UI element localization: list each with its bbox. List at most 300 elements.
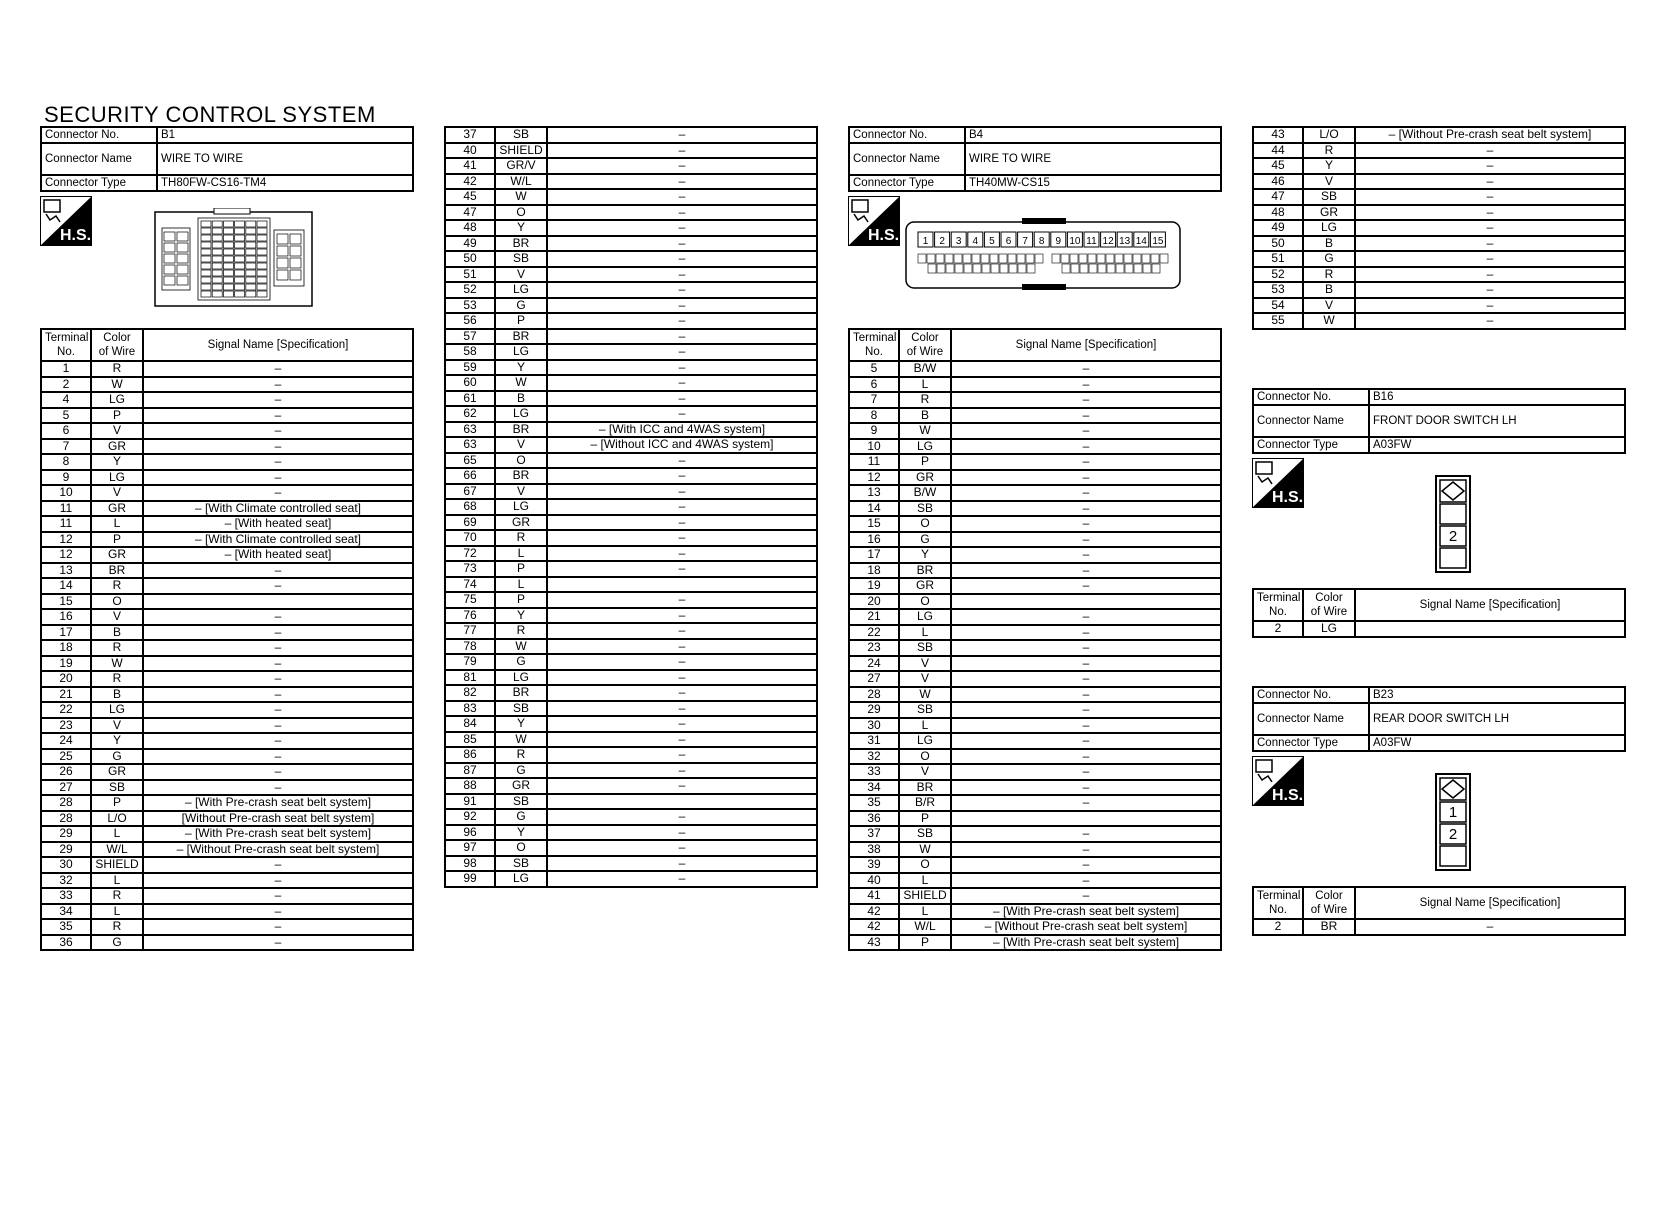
wire-color-cell: LG <box>1303 220 1355 236</box>
connector-b16-section <box>1252 388 1626 638</box>
terminal-no-cell: 14 <box>849 501 899 517</box>
signal-name-cell: – <box>951 888 1221 904</box>
terminal-row <box>445 546 817 562</box>
terminal-no-cell: 86 <box>445 747 495 763</box>
terminal-row <box>445 794 817 810</box>
terminal-row <box>849 439 1221 455</box>
wire-color-cell: W <box>91 656 143 672</box>
wire-color-cell: W <box>495 732 547 748</box>
header-color-of-wire: Color of Wire <box>91 329 143 361</box>
terminal-no-cell: 6 <box>849 377 899 393</box>
label-connector-type: Connector Type <box>849 175 965 191</box>
terminal-no-cell: 85 <box>445 732 495 748</box>
wire-color-cell: Y <box>1303 158 1355 174</box>
connector-b23-pin-1: 1 <box>1448 804 1458 821</box>
terminal-no-cell: 17 <box>41 625 91 641</box>
terminal-no-cell: 27 <box>41 780 91 796</box>
terminal-row <box>849 749 1221 765</box>
terminal-no-cell: 32 <box>41 873 91 889</box>
wire-color-cell: V <box>91 609 143 625</box>
wire-color-cell: P <box>91 795 143 811</box>
signal-name-cell: – <box>143 408 413 424</box>
connector-b4-no: B4 <box>965 127 1221 143</box>
wire-color-cell: P <box>91 408 143 424</box>
terminal-row <box>849 563 1221 579</box>
wire-color-cell: BR <box>495 236 547 252</box>
signal-name-cell: – <box>547 856 817 872</box>
wire-color-cell: BR <box>495 422 547 438</box>
terminal-row <box>849 609 1221 625</box>
signal-name-cell: – <box>143 888 413 904</box>
terminal-no-cell: 46 <box>1253 174 1303 190</box>
terminal-no-cell: 32 <box>849 749 899 765</box>
terminal-row <box>849 594 1221 610</box>
wire-color-cell: GR <box>91 439 143 455</box>
signal-name-cell: – [Without Pre-crash seat belt system] <box>951 919 1221 935</box>
terminal-row <box>849 516 1221 532</box>
signal-name-cell: – <box>143 733 413 749</box>
terminal-row <box>41 935 413 951</box>
terminal-no-cell: 43 <box>1253 127 1303 143</box>
terminal-row <box>445 530 817 546</box>
terminal-no-cell: 28 <box>849 687 899 703</box>
label-connector-type: Connector Type <box>41 175 157 191</box>
terminal-row <box>445 375 817 391</box>
terminal-no-cell: 55 <box>1253 313 1303 329</box>
terminal-row <box>41 547 413 563</box>
header-terminal-no: Terminal No. <box>1253 589 1303 621</box>
terminal-no-cell: 23 <box>41 718 91 734</box>
terminal-row <box>41 842 413 858</box>
connector-b4-pin-13: 13 <box>1119 236 1131 247</box>
wire-color-cell: L <box>91 826 143 842</box>
terminal-row <box>445 344 817 360</box>
signal-name-cell: – <box>143 485 413 501</box>
terminal-row <box>849 640 1221 656</box>
terminal-no-cell: 96 <box>445 825 495 841</box>
terminal-row <box>445 205 817 221</box>
terminal-row <box>1253 267 1625 283</box>
wire-color-cell: W <box>91 377 143 393</box>
signal-name-cell: – <box>1355 205 1625 221</box>
signal-name-cell: – <box>951 857 1221 873</box>
connector-b1-terminal-table <box>40 328 414 951</box>
signal-name-cell: – <box>951 408 1221 424</box>
terminal-row <box>849 578 1221 594</box>
signal-name-cell: – [With Pre-crash seat belt system] <box>951 904 1221 920</box>
signal-name-cell: – <box>547 546 817 562</box>
terminal-no-cell: 65 <box>445 453 495 469</box>
signal-name-cell: – <box>547 375 817 391</box>
terminal-row <box>849 842 1221 858</box>
wire-color-cell: V <box>899 764 951 780</box>
terminal-row <box>1253 205 1625 221</box>
terminal-no-cell: 20 <box>849 594 899 610</box>
terminal-row <box>849 857 1221 873</box>
wire-color-cell: LG <box>899 609 951 625</box>
terminal-row <box>41 687 413 703</box>
wire-color-cell: B <box>1303 236 1355 252</box>
terminal-no-cell: 78 <box>445 639 495 655</box>
connector-b23-name: REAR DOOR SWITCH LH <box>1369 703 1625 735</box>
terminal-no-cell: 1 <box>41 361 91 377</box>
wire-color-cell: SB <box>899 702 951 718</box>
terminal-row <box>445 282 817 298</box>
wire-color-cell: V <box>495 484 547 500</box>
wire-color-cell: L <box>899 718 951 734</box>
signal-name-cell: – <box>547 825 817 841</box>
signal-name-cell: – <box>547 313 817 329</box>
signal-name-cell: – <box>143 656 413 672</box>
wire-color-cell: Y <box>495 608 547 624</box>
terminal-no-cell: 27 <box>849 671 899 687</box>
hs-label: H.S. <box>868 227 900 244</box>
terminal-row <box>41 563 413 579</box>
terminal-row <box>445 453 817 469</box>
hs-icon <box>40 196 92 246</box>
connector-b4-terminal-table-continued <box>1252 126 1626 330</box>
connector-b16-diagram <box>1434 474 1474 574</box>
terminal-row <box>445 468 817 484</box>
signal-name-cell: – <box>1355 143 1625 159</box>
wire-color-cell: V <box>91 718 143 734</box>
header-signal-name: Signal Name [Specification] <box>1355 589 1625 621</box>
terminal-row <box>41 764 413 780</box>
terminal-row <box>1253 220 1625 236</box>
signal-name-cell: – <box>951 764 1221 780</box>
signal-name-cell <box>143 594 413 610</box>
terminal-no-cell: 51 <box>445 267 495 283</box>
connector-b16-diagram-zone <box>1252 454 1626 588</box>
terminal-no-cell: 88 <box>445 778 495 794</box>
wire-color-cell: SB <box>1303 189 1355 205</box>
terminal-no-cell: 25 <box>41 749 91 765</box>
terminal-row <box>445 329 817 345</box>
wire-color-cell: G <box>495 763 547 779</box>
terminal-row <box>41 423 413 439</box>
wire-color-cell: GR/V <box>495 158 547 174</box>
terminal-no-cell: 2 <box>41 377 91 393</box>
terminal-row <box>849 470 1221 486</box>
terminal-no-cell: 34 <box>849 780 899 796</box>
terminal-no-cell: 12 <box>41 532 91 548</box>
terminal-row <box>41 718 413 734</box>
signal-name-cell: – <box>951 563 1221 579</box>
wire-color-cell: L <box>91 516 143 532</box>
label-connector-name: Connector Name <box>41 143 157 175</box>
terminal-row <box>849 485 1221 501</box>
terminal-row <box>445 856 817 872</box>
connector-b4-terminal-table <box>848 328 1222 951</box>
terminal-row <box>849 702 1221 718</box>
wire-color-cell: L <box>899 904 951 920</box>
terminal-row <box>41 888 413 904</box>
connector-b1-continued-section <box>444 126 818 888</box>
hs-label: H.S. <box>1272 489 1304 506</box>
wire-color-cell: O <box>899 516 951 532</box>
signal-name-cell: – <box>547 530 817 546</box>
signal-name-cell: – <box>1355 220 1625 236</box>
signal-name-cell: – <box>951 702 1221 718</box>
signal-name-cell: – <box>547 189 817 205</box>
terminal-no-cell: 48 <box>1253 205 1303 221</box>
terminal-no-cell: 28 <box>41 811 91 827</box>
label-connector-no: Connector No. <box>1253 687 1369 703</box>
wire-color-cell: O <box>899 749 951 765</box>
connector-b4-pin-9: 9 <box>1055 236 1062 247</box>
wire-color-cell: V <box>91 423 143 439</box>
terminal-no-cell: 81 <box>445 670 495 686</box>
terminal-row <box>41 408 413 424</box>
signal-name-cell: – <box>143 671 413 687</box>
signal-name-cell: – <box>143 687 413 703</box>
wire-color-cell: L <box>899 377 951 393</box>
terminal-no-cell: 52 <box>1253 267 1303 283</box>
header-terminal-no: Terminal No. <box>41 329 91 361</box>
signal-name-cell: – <box>547 468 817 484</box>
connector-b4-pin-6: 6 <box>1005 236 1012 247</box>
wire-color-cell: R <box>91 361 143 377</box>
terminal-no-cell: 54 <box>1253 298 1303 314</box>
wire-color-cell: G <box>1303 251 1355 267</box>
signal-name-cell <box>547 577 817 593</box>
wire-color-cell: R <box>91 578 143 594</box>
terminal-no-cell: 8 <box>41 454 91 470</box>
signal-name-cell: – <box>951 625 1221 641</box>
signal-name-cell: – <box>547 763 817 779</box>
signal-name-cell: – <box>143 919 413 935</box>
page-title: SECURITY CONTROL SYSTEM <box>44 102 376 127</box>
wire-color-cell: W <box>899 423 951 439</box>
terminal-row <box>849 919 1221 935</box>
signal-name-cell: – <box>547 329 817 345</box>
signal-name-cell: – <box>1355 189 1625 205</box>
terminal-no-cell: 70 <box>445 530 495 546</box>
terminal-no-cell: 9 <box>41 470 91 486</box>
signal-name-cell: – <box>951 733 1221 749</box>
terminal-no-cell: 8 <box>849 408 899 424</box>
wire-color-cell: O <box>91 594 143 610</box>
wire-color-cell: O <box>495 205 547 221</box>
connector-b4-diagram <box>904 214 1184 294</box>
terminal-no-cell: 66 <box>445 468 495 484</box>
connector-b4-pin-1: 1 <box>922 236 929 247</box>
signal-name-cell: – [Without Pre-crash seat belt system] <box>143 842 413 858</box>
connector-b4-pin-8: 8 <box>1038 236 1045 247</box>
terminal-no-cell: 41 <box>849 888 899 904</box>
wire-color-cell: G <box>495 298 547 314</box>
wire-color-cell: G <box>495 809 547 825</box>
terminal-row <box>445 422 817 438</box>
connector-b1-diagram-zone <box>40 192 414 328</box>
terminal-row <box>849 454 1221 470</box>
terminal-row <box>445 639 817 655</box>
wire-color-cell: BR <box>495 468 547 484</box>
terminal-no-cell: 33 <box>849 764 899 780</box>
wire-color-cell: Y <box>91 454 143 470</box>
signal-name-cell: – <box>547 778 817 794</box>
header-color-of-wire: Color of Wire <box>1303 589 1355 621</box>
terminal-no-cell: 10 <box>41 485 91 501</box>
terminal-row <box>849 780 1221 796</box>
connector-b4-section <box>848 126 1222 951</box>
label-connector-name: Connector Name <box>849 143 965 175</box>
terminal-no-cell: 97 <box>445 840 495 856</box>
signal-name-cell: – <box>951 640 1221 656</box>
wire-color-cell: R <box>1303 143 1355 159</box>
terminal-no-cell: 48 <box>445 220 495 236</box>
terminal-row <box>41 501 413 517</box>
terminal-no-cell: 14 <box>41 578 91 594</box>
wire-color-cell: SB <box>495 794 547 810</box>
signal-name-cell: – <box>547 158 817 174</box>
wire-color-cell: L <box>495 577 547 593</box>
connector-b4-diagram-zone <box>848 192 1222 328</box>
terminal-no-cell: 33 <box>41 888 91 904</box>
hs-label: H.S. <box>1272 787 1304 804</box>
connector-b4-pin-14: 14 <box>1135 236 1147 247</box>
signal-name-cell: – <box>951 392 1221 408</box>
terminal-row <box>849 392 1221 408</box>
terminal-row <box>849 423 1221 439</box>
header-color-of-wire: Color of Wire <box>1303 887 1355 919</box>
terminal-row <box>849 733 1221 749</box>
connector-b4-pin-7: 7 <box>1022 236 1028 247</box>
wire-color-cell: LG <box>495 406 547 422</box>
terminal-no-cell: 62 <box>445 406 495 422</box>
wire-color-cell: G <box>91 935 143 951</box>
signal-name-cell: – <box>143 609 413 625</box>
wire-color-cell: SB <box>495 251 547 267</box>
terminal-no-cell: 87 <box>445 763 495 779</box>
terminal-row <box>41 454 413 470</box>
signal-name-cell: – <box>547 871 817 887</box>
wire-color-cell: V <box>91 485 143 501</box>
signal-name-cell: – <box>547 840 817 856</box>
terminal-row <box>41 640 413 656</box>
terminal-no-cell: 28 <box>41 795 91 811</box>
terminal-no-cell: 29 <box>849 702 899 718</box>
connector-b4-pin-12: 12 <box>1102 236 1114 247</box>
terminal-no-cell: 36 <box>849 811 899 827</box>
terminal-no-cell: 47 <box>1253 189 1303 205</box>
wire-color-cell: LG <box>91 392 143 408</box>
signal-name-cell: – <box>143 935 413 951</box>
wire-color-cell: SB <box>495 856 547 872</box>
terminal-row <box>445 127 817 143</box>
signal-name-cell: – <box>951 532 1221 548</box>
terminal-row <box>1253 174 1625 190</box>
header-terminal-no: Terminal No. <box>849 329 899 361</box>
terminal-row <box>849 795 1221 811</box>
terminal-row <box>1253 189 1625 205</box>
wire-color-cell: LG <box>91 702 143 718</box>
terminal-no-cell: 21 <box>849 609 899 625</box>
signal-name-cell: – <box>951 547 1221 563</box>
terminal-no-cell: 49 <box>445 236 495 252</box>
connector-b23-section <box>1252 686 1626 936</box>
signal-name-cell: – [With heated seat] <box>143 547 413 563</box>
wire-color-cell: G <box>899 532 951 548</box>
terminal-no-cell: 5 <box>849 361 899 377</box>
wire-color-cell: SHIELD <box>899 888 951 904</box>
signal-name-cell: – <box>951 578 1221 594</box>
signal-name-cell: – <box>547 298 817 314</box>
wire-color-cell: BR <box>91 563 143 579</box>
signal-name-cell <box>547 794 817 810</box>
signal-name-cell: – <box>951 470 1221 486</box>
terminal-no-cell: 12 <box>849 470 899 486</box>
terminal-no-cell: 84 <box>445 716 495 732</box>
terminal-no-cell: 53 <box>445 298 495 314</box>
terminal-row <box>849 888 1221 904</box>
wire-color-cell: O <box>899 594 951 610</box>
terminal-row <box>849 656 1221 672</box>
terminal-no-cell: 43 <box>849 935 899 951</box>
wire-color-cell: B <box>91 687 143 703</box>
terminal-no-cell: 35 <box>849 795 899 811</box>
terminal-no-cell: 53 <box>1253 282 1303 298</box>
terminal-row <box>41 873 413 889</box>
signal-name-cell: – <box>547 561 817 577</box>
header-terminal-no: Terminal No. <box>1253 887 1303 919</box>
signal-name-cell: – [With Pre-crash seat belt system] <box>143 826 413 842</box>
terminal-row <box>41 377 413 393</box>
signal-name-cell: – <box>547 236 817 252</box>
header-signal-name: Signal Name [Specification] <box>951 329 1221 361</box>
signal-name-cell <box>1355 621 1625 637</box>
terminal-row <box>41 439 413 455</box>
signal-name-cell: – <box>143 377 413 393</box>
terminal-row <box>445 763 817 779</box>
wire-color-cell: BR <box>495 329 547 345</box>
wire-color-cell: R <box>495 623 547 639</box>
terminal-row <box>41 749 413 765</box>
wire-color-cell: SB <box>899 826 951 842</box>
terminal-no-cell: 42 <box>849 919 899 935</box>
terminal-no-cell: 38 <box>849 842 899 858</box>
terminal-row <box>849 547 1221 563</box>
connector-b4-info-table <box>848 126 1222 192</box>
wire-color-cell: R <box>495 747 547 763</box>
terminal-no-cell: 50 <box>445 251 495 267</box>
terminal-no-cell: 24 <box>849 656 899 672</box>
terminal-no-cell: 9 <box>849 423 899 439</box>
terminal-no-cell: 7 <box>41 439 91 455</box>
terminal-no-cell: 49 <box>1253 220 1303 236</box>
wire-color-cell: L/O <box>1303 127 1355 143</box>
terminal-no-cell: 67 <box>445 484 495 500</box>
wire-color-cell: B <box>1303 282 1355 298</box>
signal-name-cell: – <box>143 718 413 734</box>
wire-color-cell: B/R <box>899 795 951 811</box>
terminal-row <box>41 904 413 920</box>
signal-name-cell: – <box>547 391 817 407</box>
terminal-row <box>41 470 413 486</box>
terminal-row <box>849 873 1221 889</box>
terminal-row <box>41 811 413 827</box>
terminal-no-cell: 45 <box>445 189 495 205</box>
signal-name-cell: – <box>547 499 817 515</box>
terminal-no-cell: 63 <box>445 422 495 438</box>
terminal-no-cell: 6 <box>41 423 91 439</box>
wire-color-cell: L <box>495 546 547 562</box>
terminal-row <box>41 733 413 749</box>
signal-name-cell: – <box>951 485 1221 501</box>
terminal-row <box>849 811 1221 827</box>
terminal-no-cell: 11 <box>41 516 91 532</box>
wire-color-cell: GR <box>91 547 143 563</box>
